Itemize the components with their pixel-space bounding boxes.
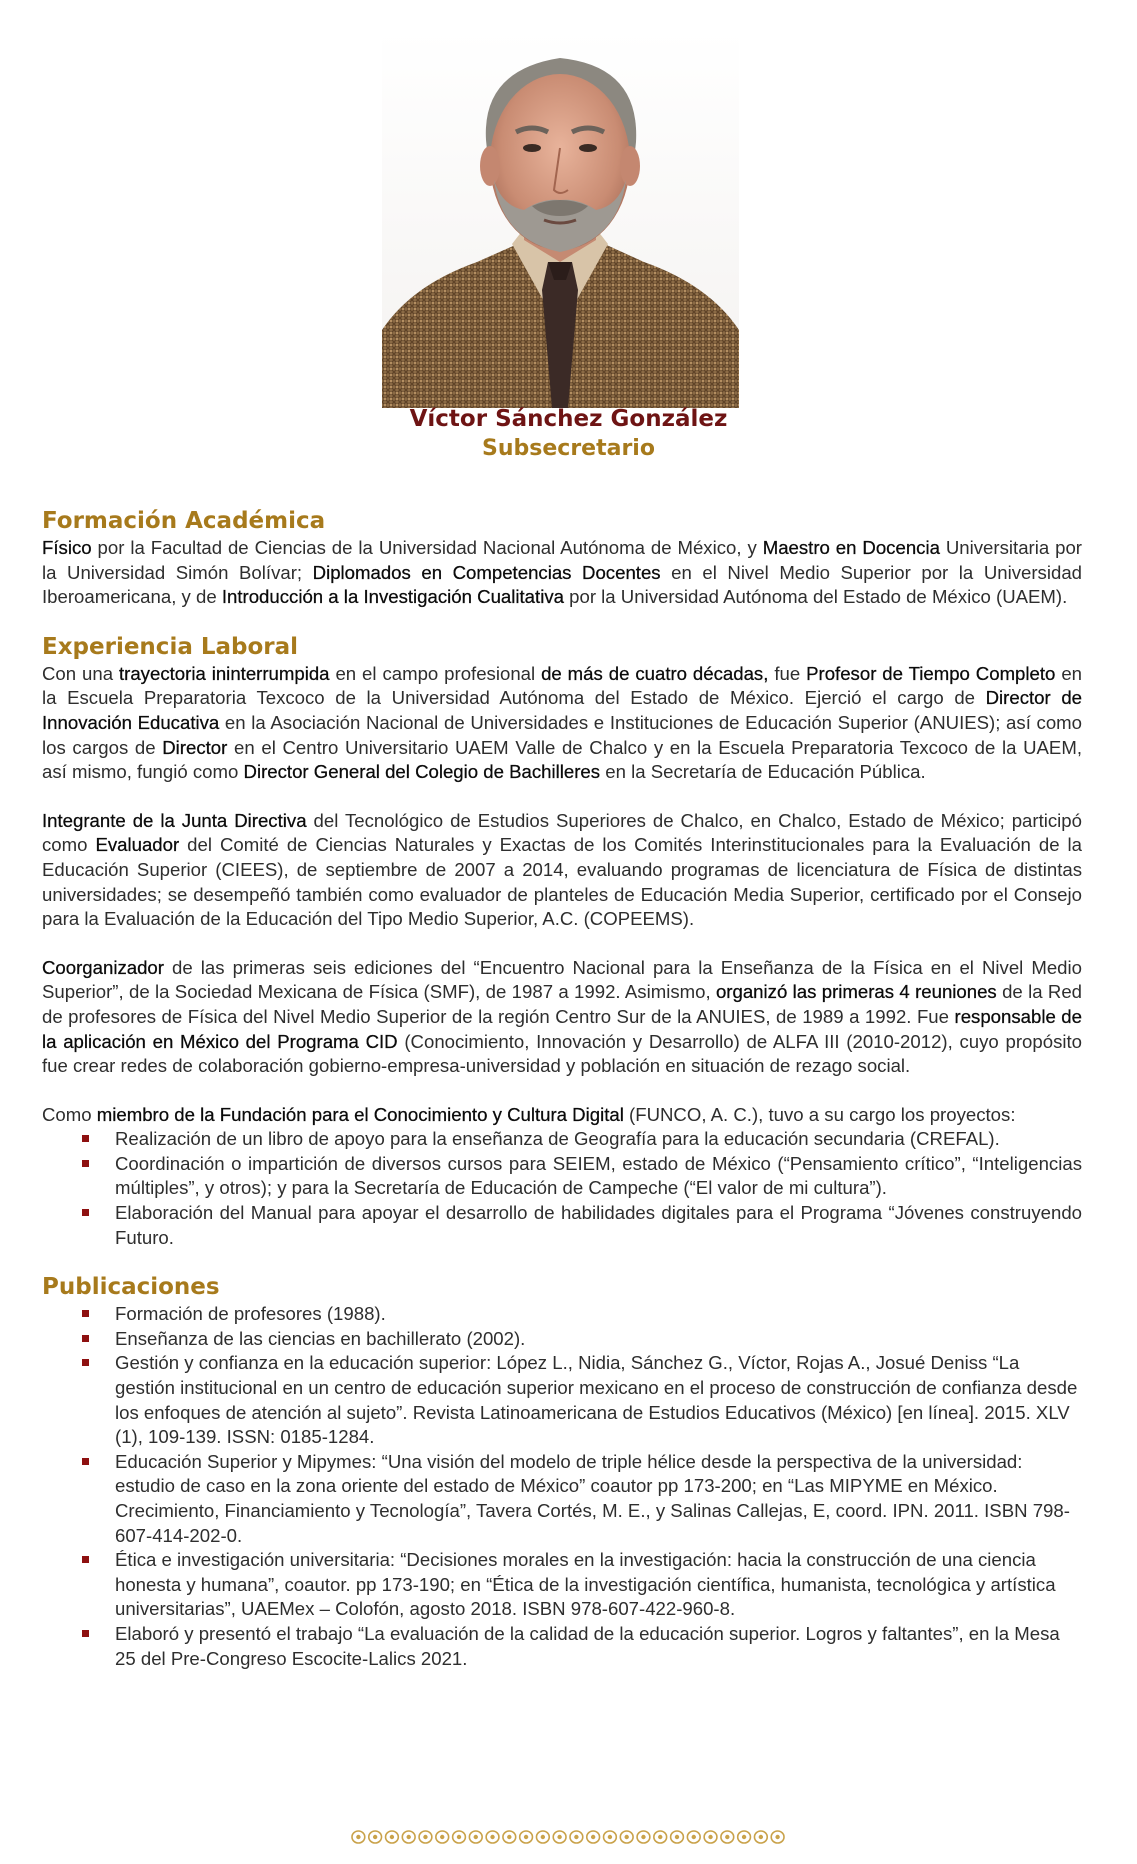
ornament-motif <box>721 1831 734 1843</box>
list-item: Ética e investigación universitaria: “Decisiones morales en la investigación: hacia la construcción de una ciencia honesta y humana”, coautor. pp 173-190; en “Ética de la investigación científica, humanista, tecnológica y artística universitarias”, UAEMex – Colofón, agosto 2018. ISBN 978-607-422-960-8. <box>115 1548 1082 1622</box>
ornament-motif <box>352 1831 365 1843</box>
ornament-motif <box>402 1831 415 1843</box>
ornament-motif <box>436 1831 449 1843</box>
emphasis-text: Introducción a la Investigación Cualitativa <box>221 586 564 608</box>
experiencia-paragraph-1: Con una trayectoria ininterrumpida en el campo profesional de más de cuatro décadas, fue Profesor de Tiempo Completo en la Escuela Preparatoria Texcoco de la Universidad Autónoma del Estado de México. Ejerció el cargo de Director de Innovación Educativa en la Asociación Nacional de Universidades e Instituciones de Educación Superior (ANUIES); así como los cargos de Director en el Centro Universitario UAEM Valle de Chalco y en la Escuela Preparatoria Texcoco de la UAEM, así mismo, fungió como Director General del Colegio de Bachilleres en la Secretaría de Educación Pública. <box>42 662 1083 783</box>
ornament-motif <box>687 1831 700 1843</box>
section-title-formacion: Formación Académica <box>42 508 326 534</box>
profile-content <box>42 506 1082 1671</box>
emphasis-text: Físico <box>42 537 92 558</box>
emphasis-text: Director <box>162 736 228 758</box>
emphasis-text: Profesor de Tiempo Completo <box>806 662 1056 684</box>
ornament-motif <box>654 1831 667 1843</box>
emphasis-text: organizó las primeras 4 reuniones <box>715 981 997 1003</box>
ornament-motif <box>637 1831 650 1843</box>
portrait-photo <box>382 30 739 408</box>
list-item: Formación de profesores (1988). <box>115 1302 1082 1327</box>
section-title-publicaciones: Publicaciones <box>42 1274 220 1301</box>
projects-list <box>42 1127 1082 1250</box>
ornament-motif <box>486 1831 499 1843</box>
ornament-motif <box>469 1831 482 1843</box>
ornament-motif <box>369 1831 382 1843</box>
ornament-motif <box>771 1831 784 1843</box>
ornament-motif <box>570 1831 583 1843</box>
emphasis-text: Evaluador <box>95 834 180 856</box>
ornament-motif <box>671 1831 684 1843</box>
list-item: Realización de un libro de apoyo para la enseñanza de Geografía para la educación secundaria (CREFAL). <box>115 1127 1082 1152</box>
experiencia-paragraph-2: Integrante de la Junta Directiva del Tecnológico de Estudios Superiores de Chalco, en Chalco, Estado de México; participó como Evaluador del Comité de Ciencias Naturales y Exactas de los Comités Interinstitucionales para la Evaluación de la Educación Superior (CIEES), de septiembre de 2007 a 2014, evaluando programas de licenciatura de Física de distintas universidades; se desempeñó también como evaluador de planteles de Educación Media Superior, certificado por el Consejo para la Evaluación de la Educación del Tipo Medio Superior, A.C. (COPEEMS). <box>42 809 1082 930</box>
ornament-motif <box>738 1831 751 1843</box>
emphasis-text: Diplomados en Competencias Docentes <box>312 561 661 583</box>
formacion-paragraph: Físico por la Facultad de Ciencias de la Universidad Nacional Autónoma de México, y Maestro en Docencia Universitaria por la Universidad Simón Bolívar; Diplomados en Competencias Docentes en el Nivel Medio Superior por la Universidad Iberoamericana, y de Introducción a la Investigación Cualitativa por la Universidad Autónoma del Estado de México (UAEM). <box>42 537 1083 608</box>
ornament-motif <box>503 1831 516 1843</box>
ornament-motif <box>604 1831 617 1843</box>
emphasis-text: miembro de la Fundación para el Conocimiento y Cultura Digital <box>96 1103 624 1125</box>
list-item: Educación Superior y Mipymes: “Una visión del modelo de triple hélice desde la perspectiva de la universidad: estudio de caso en la zona oriente del estado de México” coautor pp 173-200; en “Las MIPYME en México. Crecimiento, Financiamiento y Tecnología”, Tavera Cortés, M. E., y Salinas Callejas, E, coord. IPN. 2011. ISBN 798-607-414-202-0. <box>115 1450 1082 1548</box>
emphasis-text: de más de cuatro décadas, <box>541 662 769 684</box>
person-name: Víctor Sánchez González <box>409 406 728 432</box>
ornament-motif <box>587 1831 600 1843</box>
list-item: Coordinación o impartición de diversos cursos para SEIEM, estado de México (“Pensamiento crítico”, “Inteligencias múltiples”, y otros); y para la Secretaría de Educación de Campeche (“El valor de mi cultura”). <box>115 1152 1082 1201</box>
ornament-motif <box>536 1831 549 1843</box>
ornament-motif <box>386 1831 399 1843</box>
emphasis-text: Director General del Colegio de Bachilleres <box>243 761 601 783</box>
ornament-icon <box>350 1828 786 1846</box>
emphasis-text: Integrante de la Junta Directiva <box>42 809 307 831</box>
ornament-motif <box>453 1831 466 1843</box>
emphasis-text: responsable de la aplicación en México del Programa CID <box>42 1005 1082 1052</box>
ornament-motif <box>620 1831 633 1843</box>
publications-list <box>42 1302 1082 1671</box>
list-item: Gestión y confianza en la educación superior: López L., Nidia, Sánchez G., Víctor, Rojas A., Josué Deniss “La gestión institucional en un centro de educación superior mexicano en el proceso de construcción de confianza desde los enfoques de atención al sujeto”. Revista Latinoamericana de Estudios Educativos (México) [en línea]. 2015. XLV (1), 109-139. ISSN: 0185-1284. <box>115 1351 1082 1449</box>
emphasis-text: Maestro en Docencia <box>762 537 940 558</box>
experiencia-paragraph-3: Coorganizador de las primeras seis ediciones del “Encuentro Nacional para la Enseñanza de la Física en el Nivel Medio Superior”, de la Sociedad Mexicana de Física (SMF), de 1987 a 1992. Asimismo, organizó las primeras 4 reuniones de la Red de profesores de Física del Nivel Medio Superior de la región Centro Sur de la ANUIES, de 1989 a 1992. Fue responsable de la aplicación en México del Programa CID (Conocimiento, Innovación y Desarrollo) de ALFA III (2010-2012), cuyo propósito fue crear redes de colaboración gobierno-empresa-universidad y población en situación de rezago social. <box>42 956 1083 1077</box>
ornament-motif <box>754 1831 767 1843</box>
list-item: Elaboró y presentó el trabajo “La evaluación de la calidad de la educación superior. Logros y faltantes”, en la Mesa 25 del Pre-Congreso Escocite-Lalics 2021. <box>115 1622 1082 1671</box>
ornament-motif <box>553 1831 566 1843</box>
section-title-experiencia: Experiencia Laboral <box>42 633 299 660</box>
emphasis-text: Director de Innovación Educativa <box>42 687 1083 733</box>
ornament-motif <box>419 1831 432 1843</box>
emphasis-text: Coorganizador <box>42 956 164 978</box>
experiencia-paragraph-4: Como miembro de la Fundación para el Conocimiento y Cultura Digital (FUNCO, A. C.), tuvo a su cargo los proyectos: <box>42 1103 1016 1125</box>
ornament-motif <box>704 1831 717 1843</box>
emphasis-text: trayectoria ininterrumpida <box>118 662 330 684</box>
person-role: Subsecretario <box>482 436 655 461</box>
portrait-icon <box>382 30 739 408</box>
list-item: Enseñanza de las ciencias en bachillerato (2002). <box>115 1327 1082 1352</box>
ornament-motif <box>520 1831 533 1843</box>
list-item: Elaboración del Manual para apoyar el desarrollo de habilidades digitales para el Programa “Jóvenes construyendo Futuro. <box>115 1201 1082 1250</box>
footer-ornament <box>350 1828 786 1846</box>
